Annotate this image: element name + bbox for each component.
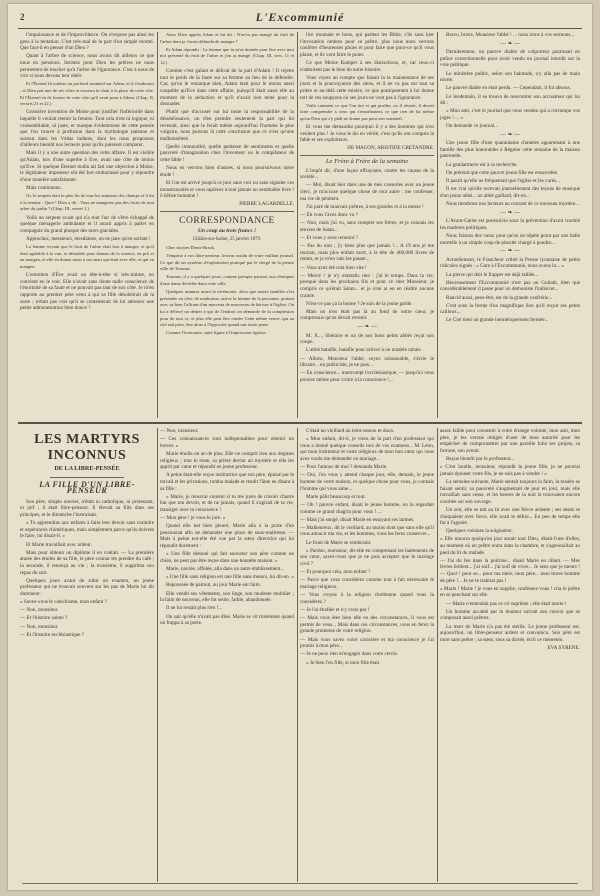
paragraph: Son père, simple ouvrier, n'était ni catholique, ni protestant, ni juif ; il était libre-penseur. Il élevait sa fille dans ses principes, et le dimanche l'instruisait.: [20, 498, 154, 518]
dialogue-line: — Mon père ! je vous le jure. »: [160, 515, 226, 522]
column-divider: [297, 428, 298, 882]
dialogue-line: — Non, monsieur.: [160, 428, 199, 434]
paragraph: Quelques jours avant de subir un examen, un jeune professeur qui ne trouvait souvent sur les pas de Marie lui dit durement :: [20, 577, 154, 597]
paragraph: Quelle immoralité, quelle petitesse de sentiments et quelle pauvreté d'imagination chez l'inventeur ou le compilateur de cette fable !: [160, 143, 294, 164]
paragraph: L'impôt dit, d'une façon effrayante, contre les causes de la société...: [300, 167, 434, 181]
paragraph: Quelques minutes avant la cérémonie, alors que toutes familles s'est présentée au clerc de mathurins, arrive la femme de la personne, portant avec sa bien l'offrant d'un morceau de morceaux de hérisse à l'église. On lui a délivré un denier à qui de l'endroit on demande de la complexion pour de tout ce, et plus elle peut être rendre Cette même veuve, qui au ciel sait prier, être alors à l'hypocrite quand une triste perte.: [160, 289, 294, 328]
dialogue-line: « Marie ! Marie ! je vous en supplie, confessez-vous ! cria le prêtre en se penchant sur elle.: [440, 585, 580, 599]
paragraph: Il ne lui restait plus rien !...: [166, 605, 223, 612]
paragraph: Elle vendit ses vêtements, son linge, son modeste mobilier ; la faim de nouveau, elle fut seule, faible, abandonnée.: [160, 590, 294, 604]
bottom-rule: [22, 883, 578, 884]
paragraph: Mais il y a une autre question des cette affaire. Il est visible qu'Adam, lors d'une superbe à Eve, avait une côte de moins qu'Eve. Si quelque Éternel malin ait fait une objection à Moïse, le législateur imposteur eût été fort embarrassé pour y répondre d'une manière satisfaisante.: [20, 150, 154, 183]
paragraph: Quand elle eut bien pleuré, Marie alla à la porte d'un pensionnat afin de demander une place de sous-maîtresse. — Mais à peine eut-elle été vue par la sœur directrice qui lui répondit durement :: [160, 523, 294, 550]
paragraph: « Mon enfant, dit-il, je viens de la part d'un professeur qui vous a donné quelque conseils lors de vos examens... M. Léon, qui mon instituteur et votre religieux de mon bon cœur qui vous avez voulu me demander en mariage...: [300, 436, 434, 462]
paragraph: Quant à l'arbre de science, nous avons dit ailleurs ce que nous en pensions. Insistez pour Dieu les prêtres ne nous permettent de toucher qu'à l'arbre de l'ignorance. C'est à nous de voir si nous devons leur obéir.: [20, 53, 154, 80]
paragraph: L'Avant-Garde est poursuivie sous la prévention d'avoir troublé les matières politiques.: [440, 218, 580, 231]
serial-column-3: [300, 428, 434, 882]
newspaper-title: L'Excommunié: [255, 10, 345, 24]
paragraph: Quelques voisines la soignaient.: [446, 528, 513, 535]
author-signature: PIERRE LAGARDELLE.: [239, 201, 294, 208]
dialogue-line: — Et pourquoi cela, mon enfant ?: [300, 569, 371, 576]
dialogue-line: — En conscience... interrompt l'ecclésiastique, — jusqu'ici vous pouvez même pour croire à la conscience !...: [300, 370, 434, 383]
paragraph: On demande ce journal...: [446, 123, 499, 130]
column-divider: [437, 32, 438, 418]
paragraph: Comme l'économie, suite figure à l'impression égoïste.: [166, 330, 267, 336]
dialogue-line: « C'est inutile, monsieur, répondit la jeune fille, je ne pourrai jamais épouser votre fils, je ne suis pas à vendre ! »: [440, 464, 580, 477]
paragraph: Dernièrement, un pauvre diable de colporteur paraissait en police correctionnelle pour avoir vendu un journal interdit sur la voie publique.: [440, 49, 580, 69]
paragraph: — Marie n'entendait pas ce cri suprême ; elle était morte !: [446, 600, 567, 607]
dialogue-line: — Je ne peux rien m'engager dans votre cercle.: [300, 651, 399, 658]
dialogue-line: — J'ai du feu dans la poitrine... disait Marie en râlant. — Mes lèvres brûlent... j'ai soif... j'ai soif de vivre... Je sens que je meurs ! — Quoi ! pour se... pour ma mère, mon père... mon brave homme de père !... Je ne le trahirai pas !: [440, 557, 580, 584]
column-divider: [437, 428, 438, 882]
dialogue-line: — Ces connaissances sont indispensables pour obtenir un brevet. »: [160, 436, 294, 449]
paragraph: Tournus, il y a quelques jours, comme presque partout, aux obsèques d'une dame décédée dans cette ville.: [160, 274, 294, 286]
dialogue-line: — Non, monsieur.: [20, 623, 59, 630]
serial-subtitle: DE LA LIBRE-PENSÉE: [54, 465, 120, 472]
dialogue-line: — Allons, Monsieur l'abbé, soyez raisonnable, s'écrie le libraire... en publiciste, je ne puis...: [300, 355, 434, 369]
paragraph: M. X..., libéraire et un de nos bons petits abbés reçut son coupe.: [300, 332, 434, 346]
paragraph: Rancid aussi, peut-être, est de la grande confrérie...: [446, 294, 553, 301]
divider-ornament: — ❧ —: [499, 248, 521, 255]
paragraph: Nous faisons des vœux pour qu'on ne répète point par une balle mortelle à un simple coup de pistolet chargé à poudre...: [440, 232, 580, 246]
paragraph: Comme c'est galant et délicat de la part d'Adam ! Il rejette tout le poids de la faute sur sa femme au lieu de la défendre. Car, qu'on le remarque bien, Adam était pour le moins aussi coupable qu'Eve dans cette affaire, puisqu'il était aussi elle au moment de la séduction et qu'il n'avait rien tenté pour la dissuader.: [160, 68, 294, 108]
chapter-title: LA FILLE D'UN LIBRE-PENSEUR: [39, 479, 135, 496]
paragraph: Le Ciel tient un grande hermétiquement fermée...: [446, 317, 549, 324]
paragraph: « Une fille démuni qui fait souvenir son père comme un chien, ne peut pas être reçue dans une honnête maison. »: [160, 551, 294, 564]
serial-title: LES MARTYRS INCONNUS: [34, 432, 140, 463]
paragraph: Approchez, messieurs, mesdames, on ne paie qu'en sortant !: [26, 235, 151, 242]
paragraph: C'est sous la forme d'un magnifique lion qu'il reçoit ses petits cailloux...: [440, 302, 580, 316]
section-subtitle: Un coup au trois francs !: [197, 228, 257, 234]
quotation: Et l'Éternel fit tomber un profond sommeil sur Adam, et il s'endormit ; et Dieu prit une de ses côtes et resserra la chair à la place de cette côte. Et l'Éternel en fit former de cette côte qu'il avait prise à Adam. (Chap. II, versets 21 et 22.): [20, 81, 154, 107]
paragraph: Mais continuons.: [26, 185, 62, 192]
dialogue-line: — Et l'histoire ecclésiastique ?: [20, 631, 85, 638]
dialogue-line: — Pour l'amour de moi ? demanda Marie.: [300, 464, 388, 471]
paragraph: Le lendemain, il se trouva de rencontrer son accusateur qui lui dit :: [440, 93, 580, 107]
separator: [50, 477, 124, 478]
paragraph: Actuellement, le Francheur criblé la Presse lyonnaise de petits ridicules signés : « Gare à l'Excommunié, nous avons lu... »: [440, 256, 580, 270]
author-signature: DE MACON, ARISTIDE CRETANDRE.: [347, 145, 434, 152]
divider-ornament: — ❧ —: [499, 131, 521, 138]
quotation: Or, le serpent était le plus fin de tous les animaux des champs et il dit à la femme : Quoi ! Dieu a dit : Vous ne mangerez pas des fruits de tout arbre du jardin ? (Chap. III, verset 1.): [20, 193, 154, 212]
paragraph: C'était un vieillard au teint osseux et doux.: [306, 428, 395, 434]
paragraph: La mort de Marie n'a pas été stérile. Le jeune professeur est, aujourd'hui, un libre-penseur ardent et convaincu. Son père est mort sans prêtre ; sa sœur, sous sa dictée, écrit ce memento.: [440, 623, 580, 643]
paragraph: Et l'on est arrivé jusqu'à ce jour sans voir ou sans signaler ces monstruosités et vous rapiécez à tout jamais un semblable livre ! ô bêtise humaine !: [160, 180, 294, 200]
paragraph: A peine était-elle reçue institutrice que son père, épuisé par le travail et les privations, tomba malade et rendit l'âme en disant à sa fille :: [160, 472, 294, 492]
paragraph: « Une fille sans religion est une fille sans mœurs, lui dit-on. »: [166, 574, 294, 581]
paragraph: Marie, navrée, affolée, alla dans un autre établissement...: [166, 566, 285, 573]
paragraph: lice monnaie et bons, qui parlent les Bible, s'ils sans hier l'invocation ombres pour ce prêtre, plus nous nous verrons conférer d'heureuses pluies et pour faire que pour-ce qu'il vous plaise, et ils vont faire le point.: [300, 32, 434, 58]
dialogue-line: — Non, monsieur.: [20, 607, 59, 614]
dialogue-line: — Je l'ai étudiée et n'y crois pas !: [300, 606, 370, 613]
dialogue-line: — Et vous y avez renoncé ?: [300, 234, 359, 241]
paragraph: Nous tiendrons nos lecteurs au courant de ce nouveau mystère...: [446, 201, 580, 207]
paragraph: « Je bien l'en fille, si mon fille était: [306, 659, 380, 666]
serial-column-1: [20, 428, 154, 882]
dialogue-line: — Non, mais j'ai vu, sans compter ses frères, et je connais les œuvres de Satan...: [300, 220, 434, 233]
paragraph: Voilà vraiment ce que l'on tint et qui profite, ou il réussit, il devait faire comprendre a ceux qui s'entraînaient, ce que rien de lui même qu'un Dieu qui s'y plaît ne donne pas pour son sommeil.: [300, 102, 434, 121]
paragraph: On prétend que cette pauvre jeune fille est ensorcelée.: [446, 169, 559, 176]
paragraph: Vous voyez un compte que faisait la la maintenance de ses jours et la pourvoyance des siens, et il ne va pas sur tout sa prière et au-delà cette misère, ce que pratiquement à lui donne tort de ces soupçons où ses jours ne vont pas à l'ignorance.: [300, 74, 434, 101]
paragraph: Bravo, brave, Monsieur l'abbé ! ... nous irons à vos sermons...: [446, 32, 575, 38]
paragraph: « Tu apprendras aux enfants à faire leur devoir sans craindre et espérances chimériques, mais simplement parce qu'ils doivent le faire, lui disait-il. »: [20, 520, 154, 540]
paragraph: Un soir, elle se mit au lit avec une fièvre ardente ; ses dents se choquaient avec force, elle avait le délire... En peu de temps elle fut à l'agonie.: [440, 506, 580, 527]
newspaper-page: [8, 4, 592, 890]
paragraph: Repoussée de partout, au jour Marie eut faim.: [166, 582, 261, 589]
paragraph: Voilà un serpent avant qui n'a tout l'air de s'être échappé de quelque ménagerie ambulante et il aurait appris à parler en compagnie du grand phoque des mers glaciales.: [20, 214, 154, 234]
column-divider: [157, 428, 158, 882]
paragraph: L'abbé bataille, bataille pour arriver à un notable rabais.: [306, 347, 422, 354]
column-3: [300, 32, 434, 418]
quotation: Alors Dieu appela Adam et lui dit : N'as-tu pas mangé du fruit de l'arbre dont je t'avais défendu de manger ?: [160, 32, 294, 44]
paragraph: Nous en verrons bien d'autres, si nous poursuivons notre étude !: [160, 165, 294, 178]
dialogue-line: — Vous croyez à la religion chrétienne quand vous la considérez ?: [300, 592, 434, 605]
quotation: La femme voyant que le fruit de l'arbre était bon à manger, et qu'il était agréable à la vue, et désirable pour donner de la science, en prit et en mangea, et elle en donna aussi à son mari qui était avec elle, et qui en mangea.: [20, 244, 154, 269]
paragraph: Reçue bientôt par le professeur...: [446, 455, 515, 462]
paragraph: Marie étudia un an de plus. Elle ne comprit rien aux dogmes religieux ; tout le reste, sa prière devint un mystère et elle les apprit par cœur et répondit en jeune professeur.: [160, 450, 294, 471]
divider-ornament: — ❧ —: [499, 209, 521, 216]
separator: [300, 155, 434, 156]
paragraph: Le front de Marie se rembrunit.: [306, 539, 372, 546]
column-2: [160, 32, 294, 418]
dialogue-line: — Mercé ! je n'y entendis rien : j'ai le temps. Dans la vie, presque dans les prochains fils et pour ce cher Monsieur, je compris ce qu'était Satan... et je n'en ai eu en réalité aucune crainte.: [300, 272, 434, 299]
paragraph: Le pauvre diable en était perdu. — Cependant, il fut absous.: [446, 85, 571, 92]
dialogue-line: — Vous avez été cela bien vite !: [300, 264, 367, 271]
paragraph: assez faible pour consentir à votre étrange volonté, mon ami, mon père, je les verrais obligés d'user de mon autorité pour les empêcher de compromettre par une pareille folie ses projets, sa fortune, son avenir.: [440, 428, 580, 454]
paragraph: La semaine suivante, Marie sentait toujours la faim, la misère se faisait sentir, sa pauvreté s'augmentait de jour en jour, mais elle travaillait sans cesse, et les heures de la nuit la trouvaient encore courbée sur son ouvrage.: [440, 478, 580, 505]
paragraph: Mais on n'en était pas là au fond de notre cœur, je comprenais qu'on devait revenir.: [300, 308, 434, 322]
dialogue-line: « Elle mourra quoiqu'un jour aurait tout Dieu, disait-l'une d'elles, au moment où un prêtre entra dans la chambre, et s'agenouillait au pied du lit du malade.: [440, 536, 580, 556]
masthead: [8, 8, 592, 30]
column-1: [20, 32, 154, 418]
paragraph: Et vous me demandez pourquoi il y a des hommes qui n'en veulent plus ! Je vous le dis en vérité, c'est qu'ils ont compris la fable et ses exploiteurs.: [300, 124, 434, 144]
column-divider: [297, 32, 298, 418]
paragraph: « Pardon, monsieur, dit-elle en comprenant les battements de son cœur, savez-vous que je ne puis accepter que le mariage civil ?: [300, 547, 434, 568]
column-divider: [157, 32, 158, 418]
paragraph: Et Marie travaillait avec ardeur.: [26, 541, 92, 548]
paragraph: Il est vrai qu'elle recevait journellement des leçons de musique d'un jeune abbé... un abbé gaillard, dit-on...: [440, 186, 580, 199]
dialogue-line: « Savez-vous le catéchisme, mon enfant ?: [20, 599, 107, 606]
paragraph: « Marie, je mourrai content si tu me jures de n'avoir d'autre but que ton devoir, et de ne jamais, quand il s'agirait de ta vie, transiger avec ta conscience !: [160, 493, 294, 513]
paragraph: Il paraît qu'elle ne fréquentait que l'église et les curés...: [446, 178, 560, 185]
divider-ornament: — ❧ —: [499, 40, 521, 47]
dialogue-line: — Pas du tout ; j'y tiens plus que jamais !... A 19 ans je me tournai, mais plus enfant mort, à la tête de 400,000 livres de rentes, et je m'en vais les passer...: [300, 243, 434, 263]
feuilleton-rule: [18, 422, 582, 424]
paragraph: Le ministère public, selon son habitude, n'y alla pas de main morte.: [440, 70, 580, 84]
dialogue-line: — Oh ! pauvre enfant, disait le jeune homme, on la regardait comme ce grand chagrin pour vous ! ...: [300, 501, 434, 515]
paragraph: J'ai paré de mauvais prêtres, à ses grandes et à la messe !: [306, 203, 424, 210]
column-4: [440, 32, 580, 418]
paragraph: Ce que Meine Kamper à ses distractions, et, car ceux-ci n'admirent pas le bien de notre histoire.: [300, 59, 434, 73]
dialogue-line: — Mais vous savez votre caractère et ma conscience je l'ai promis à mon père...: [300, 636, 434, 650]
paragraph: « Mon ami, c'est le journal que vous vendez qui a corrompu vos juges ! ... »: [440, 108, 580, 121]
paragraph: Un homme accablé par la douleur suivait son convoi que se composait aussi prêtres.: [440, 608, 580, 622]
dialogue-line: — Parce que vous considérez comme tout à fait nécessaire le mariage religieux.: [300, 577, 434, 590]
quotation: Et Adam répondit : La femme que tu m'as donnée pour être avec moi m'a présenté du fruit de l'arbre et j'en ai mangé. (Chap. III, vers. 11 et 12.): [160, 46, 294, 65]
paragraph: Mais pour obtenir un diplôme il en coûtait. — La première année des études de sa fille, le père connut les prendre du café ; la seconde, il renonça au vin ; la troisième, il supprima son repas du soir.: [20, 549, 154, 576]
paragraph: Grossière invention de Moïse pour justifier l'infériorité dans laquelle il voulait retenir la femme. Tout cela n'est ni logique, ni vraisemblable, ni juste, et masque évidemment de cette pensée que l'on trouve à profusion dans la mythologie païenne et surtout dans les Védas indiens, dont les nous proposons d'ailleurs bientôt nos lecteurs pour qu'ils puissent comparer.: [20, 109, 154, 149]
dialogue-line: — Et l'histoire sainte ?: [20, 615, 68, 622]
serial-column-2: [160, 428, 294, 882]
paragraph: N'est-ce pas ça la bonne ? Je suis de la jeune garde.: [306, 300, 413, 307]
paragraph: l'impuissance et de l'improvidence. On n'expose pas ainsi les gens à la tentation. C'est très-mal de la part d'un simple mortel. Que faut-il en penser d'un Dieu ?: [20, 32, 154, 52]
dialogue-line: — Mais j'ai songé, disait Marie en essayant ses larmes.: [300, 516, 415, 523]
salutation: Cher citoyen Denis-Brack,: [166, 244, 216, 250]
masthead-rule: [18, 28, 582, 29]
paragraph: La gendarmerie est à sa recherche.: [446, 161, 518, 168]
paragraph: La pierre qui doit le frapper est déjà taillée...: [446, 271, 539, 278]
paragraph: L'entretien d'Ève avait un tête-à-tête si très-intime, on convient en le voit. Elle n'avait sans doute nulle conscience de l'énormité de sa faute et ne pouvait pas tant de son côté. Je m'en rapporte au premier père venu à qui sa fille désobéirait de la sorte ; n'était pas vrai qu'il se contenterait de lui adresser une petite admonestation bien douce ?: [20, 272, 154, 312]
paragraph: J'emprise à vos libre-penseur, lecteur assidu de votre vaillant journal. Ce que dit un système d'exploitation pratiqué par le clergé de la pieuse ville de Tournus.: [160, 252, 294, 272]
paragraph: — Moi, disait hier dans une de mes causeries avec un jeune clerc, je m'accuse quelque chose de tout autre : me confesser, ma vie de pénitent.: [300, 182, 434, 202]
dateline: Châlon-sur-Saône, 25 janvier 1879.: [192, 236, 262, 242]
dialogue-line: — Eh vous l'avez donc vu ?: [300, 212, 358, 218]
serial-column-4: [440, 428, 580, 882]
paragraph: Plutôt que d'accuser sur lui toute la responsabilité de la désobéissance, ou d'en prendre seulement la part qui lui revenait, ainsi que le ferait même aujourd'hui l'homme le plus vulgaire, nous puisons là cette conclusion que ce n'est qu'une malhonnêteté.: [160, 109, 294, 142]
dialogue-line: — Mais vous êtes bien elle en des circonstances, il vous est permis de vous... Mais dans ces circonstances, vous en ferez la grande promesse de votre religion.: [300, 615, 434, 635]
dialogue-line: — Malheureux, dit le vieillard, au moins dont que sans elle qu'il vous adoucir ma vie, et les hommes, vous les ferez conserver...: [300, 524, 434, 538]
paragraph: Heureusement l'Excommunié n'est pas un Goliath, bien que considérablement il passe pour un démoniste l'indiscret...: [440, 279, 580, 293]
section-title: Le Frère à Frère de la semaine: [325, 158, 409, 166]
paragraph: Une jeune fille d'une quarantaine d'années appartenant à une famille des plus honorables à Régnier cette semaine de la maison paternelle.: [440, 140, 580, 160]
divider-ornament: — ❧ —: [356, 324, 378, 331]
dialogue-line: — Oui, l'on vous y attend chaque jour, elle, demain, le jeune homme de votre maison, et quelque chose pour vous, je connais l'homme qui vous aime...: [300, 472, 434, 492]
page-number: 2: [20, 12, 25, 22]
section-title: CORRESPONDANCE: [179, 216, 275, 226]
paragraph: Marie pâlit beaucoup et tout.: [306, 493, 366, 500]
author-signature: EVA SYRENE.: [547, 644, 580, 651]
paragraph: On sait qu'elle n'avait pas dîné. Marie se vit tristement quand on frappa à sa porte.: [160, 613, 294, 627]
separator: [160, 211, 294, 212]
